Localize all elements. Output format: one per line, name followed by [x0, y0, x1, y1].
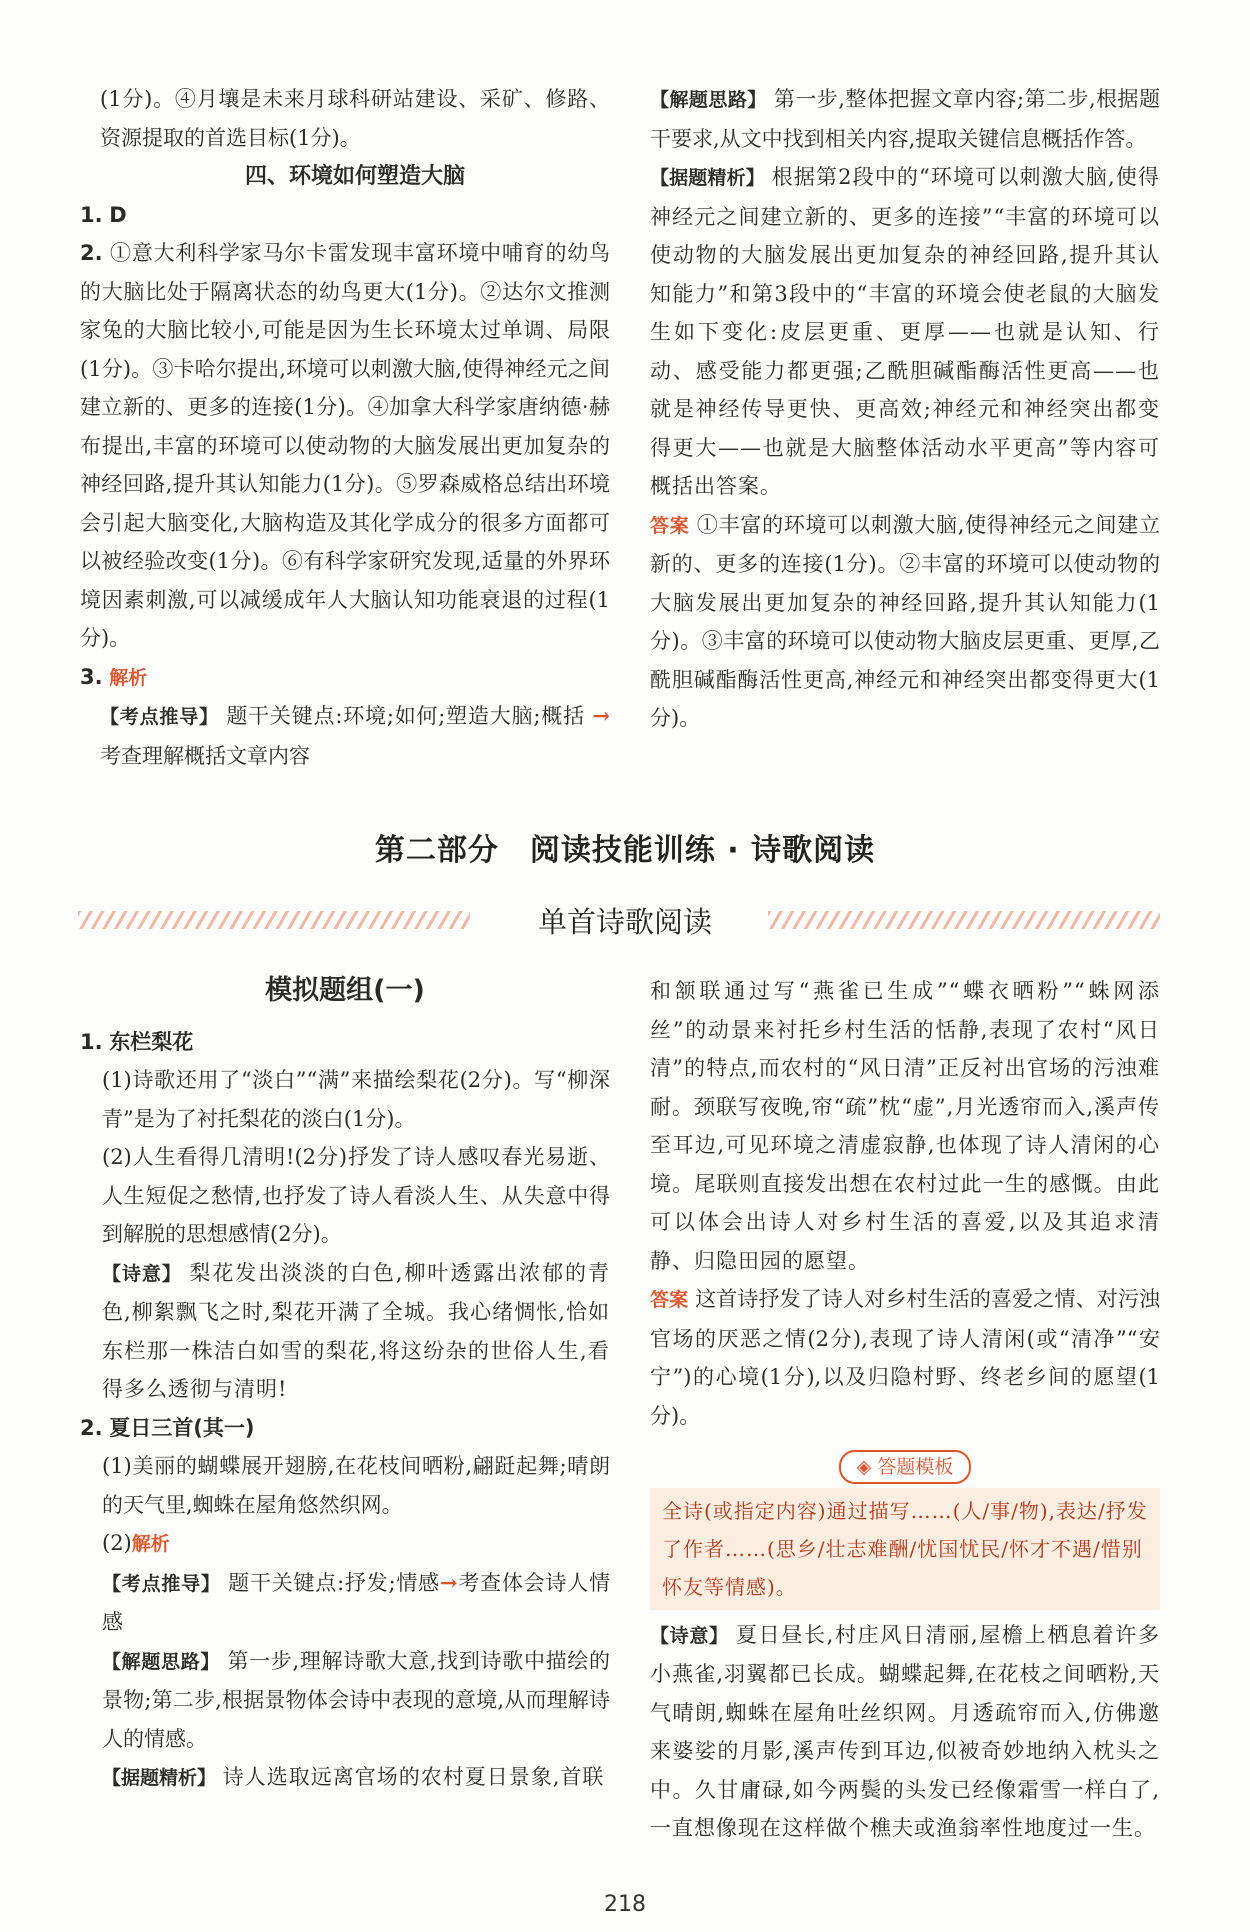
layers-icon: ◈ [856, 1456, 878, 1478]
jingxi-continuation: 和颔联通过写“燕雀已生成”“蝶衣晒粉”“蛛网添丝”的动景来衬托乡村生活的恬静,表现了农村“风日清”的特点,而农村的“风日清”正反衬出官场的污浊难耐。颈联写夜晚,帘“疏”枕“虚”,月光透帘而入,溪声传至耳边,可见环境之清虚寂静,也体现了诗人清闲的心境。尾联则直接发出想在农村过此一生的感慨。由此可以体会出诗人对乡村生活的喜爱,以及其追求清静、归隐田园的愿望。 [650, 979, 1160, 1273]
answer-block [650, 1280, 1160, 1435]
template-header [650, 1447, 1160, 1486]
analysis-label: 解析 [109, 666, 148, 689]
text-line: (1分)。④月壤是未来月球科研站建设、采矿、修路、资源提取的首选目标(1分)。 [100, 87, 610, 150]
question-number: 3. [80, 664, 103, 689]
jingxi-tag: 【据题精析】 [102, 1767, 217, 1789]
answer-label: 答案 [650, 514, 690, 537]
question-3 [80, 658, 610, 698]
jingxi-block [80, 1758, 610, 1798]
answer-prefix: (2) [102, 1531, 132, 1555]
kaodian-text: 题干关键点:环境;如何;塑造大脑;概括 [226, 704, 585, 728]
kaodian-tag: 【考点推导】 [102, 1572, 221, 1595]
arrow-icon: → [439, 1569, 458, 1595]
jingxi-tag: 【据题精析】 [650, 167, 765, 189]
kaodian-result: 考查体会诗人情感 [102, 1570, 610, 1634]
kaodian-text: 题干关键点:抒发;情感 [228, 1570, 440, 1595]
poem-1-answer-2: (2)人生看得几清明!(2分)抒发了诗人感叹春光易逝、人生短促之愁情,也抒发了诗人看淡人生、从失意中得到解脱的思想感情(2分)。 [102, 1145, 610, 1246]
question-number: 1. [80, 1029, 103, 1054]
answer-label: 答案 [650, 1289, 689, 1311]
poem-2-answer-1: (1)美丽的蝴蝶展开翅膀,在花枝间晒粉,翩跹起舞;晴朗的天气里,蜘蛛在屋角悠然织网。 [102, 1454, 610, 1517]
analysis-label: 解析 [131, 1533, 170, 1555]
part-title: 第二部分 阅读技能训练 · 诗歌阅读 [374, 833, 876, 868]
kaodian-tag: 【考点推导】 [100, 706, 219, 728]
answer-template-box [650, 1447, 1160, 1610]
template-pill [839, 1450, 972, 1484]
jingxi-block [650, 158, 1160, 506]
answer-text: ①丰富的环境可以刺激大脑,使得神经元之间建立新的、更多的连接(1分)。②丰富的环境可以使动物的大脑发展出更加复杂的神经回路,提升其认知能力(1分)。③丰富的环境可以使动物大脑皮层更重、更厚,乙酰胆碱酯酶活性更高,神经元和神经突出都变得更大(1分)。 [650, 512, 1160, 730]
question-1 [80, 196, 610, 235]
question-2 [80, 234, 610, 658]
shiyi-block [650, 1616, 1160, 1848]
question-number: 2. [80, 1415, 103, 1440]
poem-1-heading [80, 1023, 610, 1062]
answer-block [650, 506, 1160, 738]
shiyi-tag: 【诗意】 [650, 1624, 729, 1647]
jingxi-text: 根据第2段中的“环境可以刺激大脑,使得神经元之间建立新的、更多的连接”“丰富的环境可以使动物的大脑发展出更加复杂的神经回路,提升其认知能力”和第3段中的“丰富的环境会使老鼠的大脑发生如下变化:皮层更重、更厚——也就是认知、行动、感受能力都更强;乙酰胆碱酯酶活性更高——也就是神经传导更快、更高效;神经元和神经突出都变得更大——也就是大脑整体活动水平更高”等内容可概括出答案。 [650, 165, 1160, 498]
section-title: 四、环境如何塑造大脑 [244, 163, 465, 189]
silu-block [650, 80, 1160, 158]
page-number: 218 [604, 1892, 646, 1917]
band-title: 单首诗歌阅读 [537, 905, 712, 939]
right-column-top [650, 80, 1160, 738]
poem-2-answer-2 [80, 1524, 610, 1564]
silu-tag: 【解题思路】 [102, 1650, 221, 1673]
silu-block [80, 1642, 610, 1759]
shiyi-block [80, 1254, 610, 1409]
answer-text: ①意大利科学家马尔卡雷发现丰富环境中哺育的幼鸟的大脑比处于隔离状态的幼鸟更大(1分)。②达尔文推测家兔的大脑比较小,可能是因为生长环境太过单调、局限(1分)。③卡哈尔提出,环境可以刺激大脑,使得神经元之间建立新的、更多的连接(1分)。④加拿大科学家唐纳德·赫布提出,丰富的环境可以使动物的大脑发展出更加复杂的神经回路,提升其认知能力(1分)。⑤罗森威格总结出环境会引起大脑变化,大脑构造及其化学成分的很多方面都可以被经验改变(1分)。⑥有科学家研究发现,适量的外界环境因素刺激,可以减缓成年人大脑认知功能衰退的过程(1分)。 [80, 241, 610, 650]
template-title: 答题模板 [877, 1456, 954, 1478]
jingxi-text: 诗人选取远离官场的农村夏日景象,首联 [222, 1765, 605, 1789]
poem-2-heading [80, 1409, 610, 1448]
question-number: 1. [80, 202, 103, 227]
template-text: 全诗(或指定内容)通过描写……(人/事/物),表达/抒发了作者……(思乡/壮志难酬/忧国忧民/怀才不遇/惜别怀友等情感)。 [650, 1488, 1160, 1610]
poem-1-answer-1: (1)诗歌还用了“淡白”“满”来描绘梨花(2分)。写“柳深青”是为了衬托梨花的淡白(1分)。 [102, 1068, 610, 1131]
kaodian-result: 考查理解概括文章内容 [100, 743, 310, 768]
poem-title: 东栏梨花 [109, 1029, 194, 1054]
answer-text: 这首诗抒发了诗人对乡村生活的喜爱之情、对污浊官场的厌恶之情(2分),表现了诗人清闲(或“清净”“安宁”)的心境(1分),以及归隐村野、终老乡间的愿望(1分)。 [650, 1287, 1160, 1428]
kaodian-block [100, 697, 610, 775]
shiyi-text: 夏日昼长,村庄风日清丽,屋檐上栖息着许多小燕雀,羽翼都已长成。蝴蝶起舞,在花枝之间晒粉,天气晴朗,蜘蛛在屋角吐丝织网。月透疏帘而入,仿佛邀来婆娑的月影,溪声传到耳边,似被奇妙地纳入枕头之中。久甘庸碌,如今两鬓的头发已经像霜雪一样白了,一直想像现在这样做个樵夫或渔翁率性地度过一生。 [650, 1622, 1160, 1840]
silu-text: 第一步,整体把握文章内容;第二步,根据题干要求,从文中找到相关内容,提取关键信息概括作答。 [650, 87, 1160, 151]
silu-text: 第一步,理解诗歌大意,找到诗歌中描绘的景物;第二步,根据景物体会诗中表现的意境,从而理解诗人的情感。 [102, 1648, 610, 1751]
shiyi-text: 梨花发出淡淡的白色,柳叶透露出浓郁的青色,柳絮飘飞之时,梨花开满了全城。我心绪惆怅,恰如东栏那一株洁白如雪的梨花,将这纷杂的世俗人生,看得多么透彻与清明! [102, 1260, 610, 1401]
arrow-icon: → [592, 703, 610, 728]
left-column-top [80, 80, 610, 775]
poem-title: 夏日三首(其一) [109, 1415, 255, 1440]
question-number: 2. [80, 241, 103, 265]
silu-tag: 【解题思路】 [650, 89, 767, 111]
group-title: 模拟题组(一) [265, 975, 425, 1006]
kaodian-block [80, 1564, 610, 1642]
right-column-bottom [650, 972, 1160, 1848]
answer-text: D [109, 202, 127, 227]
shiyi-tag: 【诗意】 [102, 1262, 182, 1285]
left-column-bottom [80, 972, 610, 1798]
